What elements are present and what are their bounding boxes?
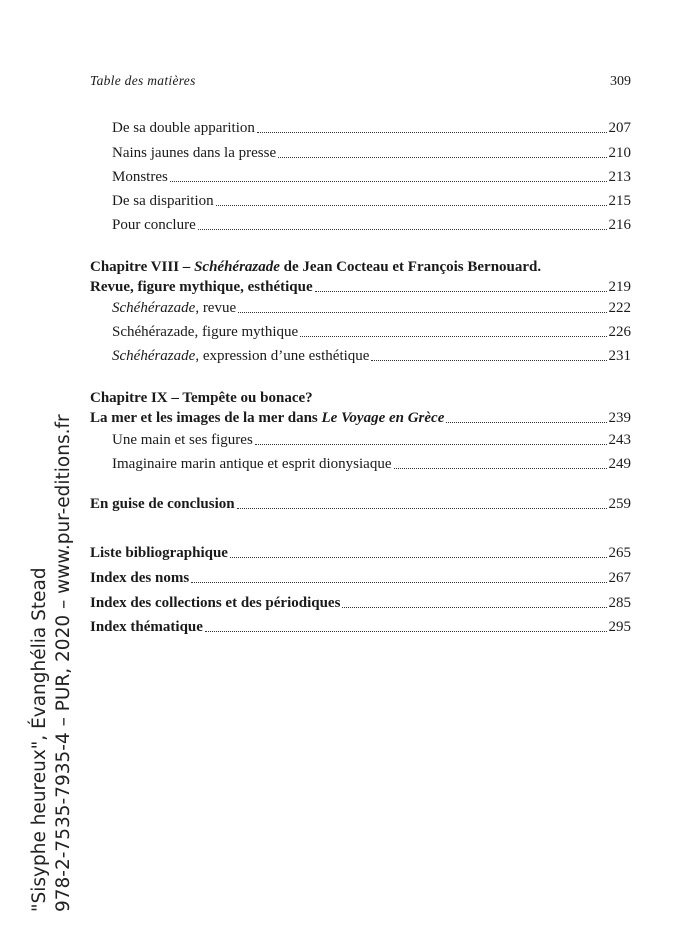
toc-entry-title: Index des collections et des périodiques [90, 595, 341, 611]
toc-page-number: 239 [608, 410, 631, 426]
toc-entry-title: Imaginaire marin antique et esprit dionysiaque [112, 456, 392, 472]
dot-leader [237, 503, 607, 509]
dot-leader [446, 417, 606, 423]
chapter-heading-line: Chapitre IX – Tempête ou bonace? [90, 390, 313, 406]
dot-leader [205, 626, 607, 632]
toc-page-number: 249 [608, 456, 631, 472]
toc-page-number: 215 [608, 193, 631, 209]
toc-chapter-entry [90, 543, 631, 563]
toc-chapter-entry [90, 408, 631, 428]
dot-leader [216, 200, 607, 206]
toc-entry [112, 454, 631, 474]
dot-leader [238, 307, 606, 313]
dot-leader [170, 176, 607, 182]
watermark-line-title: "Sisyphe heureux", Évanghélia Stead [29, 567, 50, 912]
toc-entry [112, 298, 631, 318]
toc-page-number: 267 [608, 570, 631, 586]
toc-entry-title: Une main et ses figures [112, 432, 253, 448]
page-number: 309 [610, 74, 631, 89]
dot-leader [198, 224, 607, 230]
toc-page-number: 259 [608, 496, 631, 512]
dot-leader [300, 331, 606, 337]
toc-entry [112, 143, 631, 163]
toc-page-number: 265 [608, 545, 631, 561]
toc-page-number: 210 [608, 145, 631, 161]
toc-entry-title: Monstres [112, 169, 168, 185]
toc-page-number: 207 [608, 120, 631, 136]
dot-leader [315, 286, 607, 292]
toc-page-number: 219 [608, 279, 631, 295]
toc-chapter-entry [90, 277, 631, 297]
watermark-line-isbn: 978-2-7535-7935-4 – PUR, 2020 – www.pur-editions.fr [53, 414, 74, 912]
toc-entry-title: Liste bibliographique [90, 545, 228, 561]
toc-page-number: 213 [608, 169, 631, 185]
toc-entry [112, 167, 631, 187]
toc-entry-title: Index des noms [90, 570, 190, 586]
toc-entry-title: Schéhérazade, figure mythique [112, 324, 299, 340]
toc-page-number: 216 [608, 217, 631, 233]
running-title: Table des matières [90, 73, 196, 88]
toc-entry [112, 322, 631, 342]
toc-page-number: 243 [608, 432, 631, 448]
page-header [90, 73, 631, 90]
dot-leader [191, 577, 606, 583]
toc-entry-title: Nains jaunes dans la presse [112, 145, 277, 161]
toc-entry-title: De sa disparition [112, 193, 214, 209]
toc-entry [112, 191, 631, 211]
toc-chapter-entry [90, 568, 631, 588]
dot-leader [342, 602, 606, 608]
dot-leader [230, 552, 607, 558]
toc-entry [112, 346, 631, 366]
toc-entry-title: Pour conclure [112, 217, 196, 233]
toc-entry [112, 215, 631, 235]
toc-entry-title: Revue, figure mythique, esthétique [90, 279, 313, 295]
toc-entry-title: Schéhérazade, expression d’une esthétique [112, 348, 370, 364]
toc-page-number: 231 [608, 348, 631, 364]
toc-page-number: 226 [608, 324, 631, 340]
toc-entry-title: En guise de conclusion [90, 496, 235, 512]
dot-leader [371, 355, 606, 361]
toc-entry [112, 118, 631, 138]
toc-page-number: 295 [608, 619, 631, 635]
toc-chapter-entry [90, 617, 631, 637]
dot-leader [394, 463, 607, 469]
toc-chapter-entry [90, 494, 631, 514]
toc-entry-title: Index thématique [90, 619, 203, 635]
dot-leader [257, 127, 607, 133]
dot-leader [278, 152, 606, 158]
toc-entry [112, 430, 631, 450]
dot-leader [255, 439, 607, 445]
side-watermark [28, 414, 76, 912]
toc-page-number: 285 [608, 595, 631, 611]
toc-page-number: 222 [608, 300, 631, 316]
toc-entry-title: Schéhérazade, revue [112, 300, 237, 316]
chapter-heading-line: Chapitre VIII – Schéhérazade de Jean Cocteau et François Bernouard. [90, 259, 542, 275]
toc-entry-title: De sa double apparition [112, 120, 255, 136]
toc-entry-title: La mer et les images de la mer dans Le Voyage en Grèce [90, 410, 445, 426]
toc-chapter-entry [90, 593, 631, 613]
